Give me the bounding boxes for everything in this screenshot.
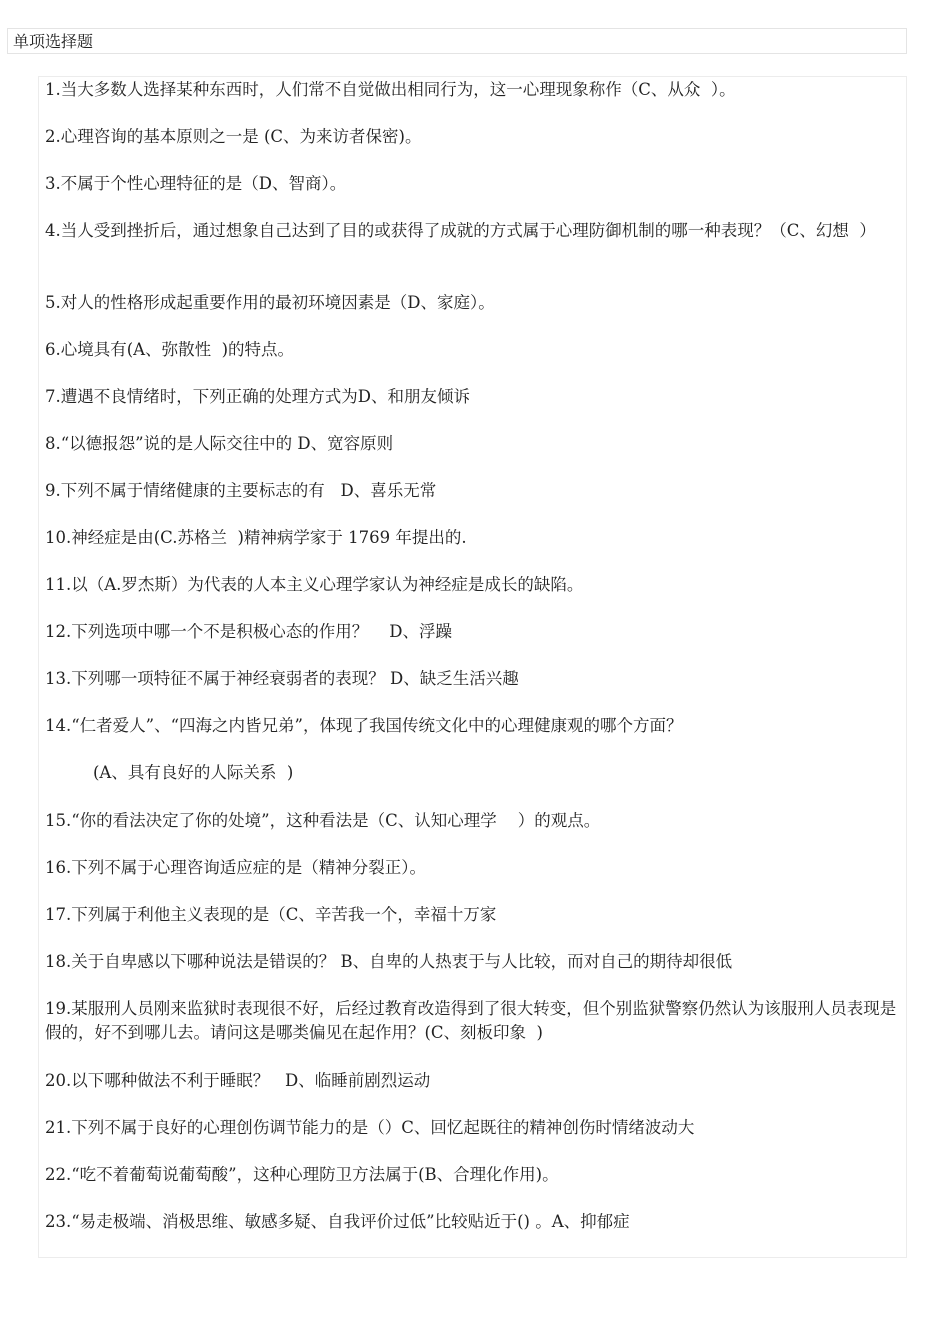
question-item: 8.“以德报怨”说的是人际交往中的 D、宽容原则 [45, 434, 394, 453]
question-item: 15.“你的看法决定了你的处境”，这种看法是（C、认知心理学 ）的观点。 [45, 811, 601, 830]
question-item: 10.神经症是由(C.苏格兰 )精神病学家于 1769 年提出的. [45, 528, 467, 547]
section-title: 单项选择题 [13, 32, 94, 51]
section-header [7, 28, 907, 54]
question-item: 3.不属于个性心理特征的是（D、智商）。 [45, 174, 347, 193]
question-item: 20.以下哪种做法不利于睡眠？ D、临睡前剧烈运动 [45, 1071, 431, 1090]
question-item: 1.当大多数人选择某种东西时，人们常不自觉做出相同行为，这一心理现象称作（C、从众 ）。 [45, 80, 736, 99]
question-item: 6.心境具有(A、弥散性 )的特点。 [45, 340, 295, 359]
question-item: 12.下列选项中哪一个不是积极心态的作用？ D、浮躁 [45, 622, 452, 641]
question-item: 13.下列哪一项特征不属于神经衰弱者的表现？ D、缺乏生活兴趣 [45, 669, 519, 688]
question-item: 19.某服刑人员刚来监狱时表现很不好，后经过教育改造得到了很大转变，但个别监狱警察仍然认为该服刑人员表现是假的，好不到哪儿去。请问这是哪类偏见在起作用？(C、刻板印象 ) [45, 999, 897, 1042]
question-item: 17.下列属于利他主义表现的是（C、辛苦我一个，幸福十万家 [45, 905, 497, 924]
question-item: 14.“仁者爱人”、“四海之内皆兄弟”，体现了我国传统文化中的心理健康观的哪个方面？ [45, 716, 683, 735]
question-item: 2.心理咨询的基本原则之一是 (C、为来访者保密)。 [45, 127, 422, 146]
question-item: 7.遭遇不良情绪时，下列正确的处理方式为D、和朋友倾诉 [45, 387, 470, 406]
question-item: 22.“吃不着葡萄说葡萄酸”，这种心理防卫方法属于(B、合理化作用)。 [45, 1165, 559, 1184]
question-item: 5.对人的性格形成起重要作用的最初环境因素是（D、家庭）。 [45, 293, 495, 312]
question-item: 9.下列不属于情绪健康的主要标志的有 D、喜乐无常 [45, 481, 437, 500]
answer-line: (A、具有良好的人际关系 ) [93, 763, 294, 782]
question-item: 21.下列不属于良好的心理创伤调节能力的是（）C、回忆起既往的精神创伤时情绪波动大 [45, 1118, 695, 1137]
question-item: 18.关于自卑感以下哪种说法是错误的？ B、自卑的人热衷于与人比较，而对自己的期待却很低 [45, 952, 733, 971]
question-item: 23.“易走极端、消极思维、敏感多疑、自我评价过低”比较贴近于() 。A、抑郁症 [45, 1212, 630, 1231]
question-item: 11.以（A.罗杰斯）为代表的人本主义心理学家认为神经症是成长的缺陷。 [45, 575, 584, 594]
question-item: 16.下列不属于心理咨询适应症的是（精神分裂正）。 [45, 858, 426, 877]
question-item: 4.当人受到挫折后，通过想象自己达到了目的或获得了成就的方式属于心理防御机制的哪一种表现？（C、幻想 ） [45, 221, 876, 240]
